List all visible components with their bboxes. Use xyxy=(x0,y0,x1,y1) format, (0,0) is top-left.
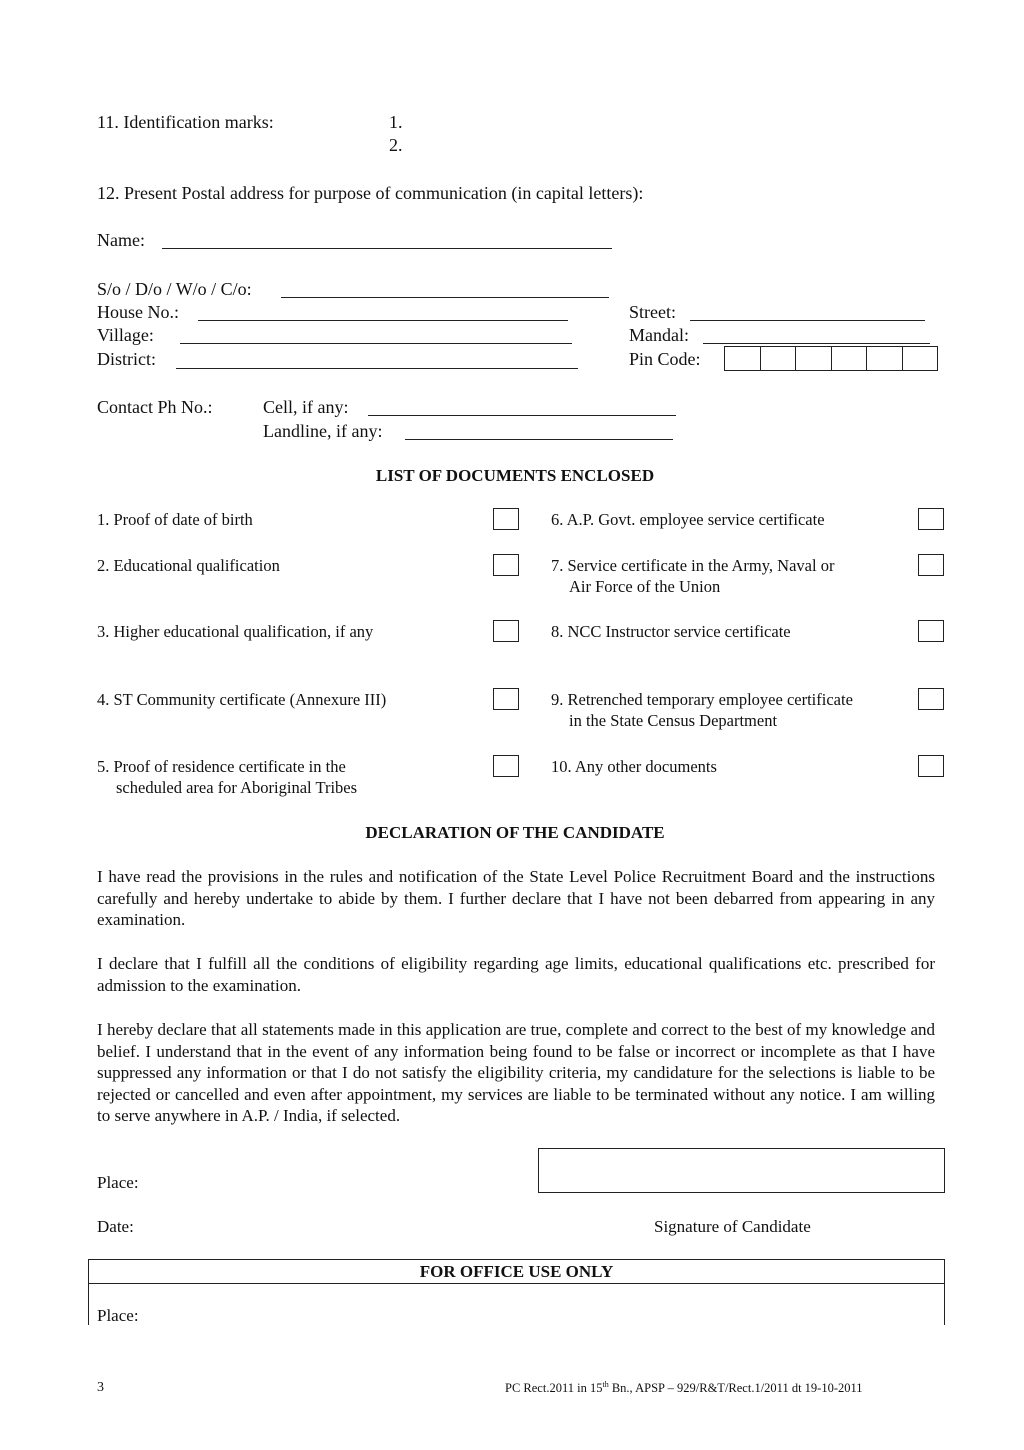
document-item: 6. A.P. Govt. employee service certificate xyxy=(551,510,825,529)
document-item: 4. ST Community certificate (Annexure III) xyxy=(97,690,387,709)
document-item-cont: scheduled area for Aboriginal Tribes xyxy=(116,778,358,797)
document-checkbox[interactable] xyxy=(493,755,519,777)
village-field[interactable] xyxy=(180,343,572,344)
page-number: 3 xyxy=(97,1380,104,1395)
document-item-cont: in the State Census Department xyxy=(569,711,778,730)
landline-label: Landline, if any: xyxy=(263,421,383,441)
pin-digit-box[interactable] xyxy=(724,346,761,371)
document-checkbox[interactable] xyxy=(918,620,944,642)
document-item: 1. Proof of date of birth xyxy=(97,510,253,529)
identification-marks-label: 11. Identification marks: xyxy=(97,112,274,132)
declaration-paragraph-3: I hereby declare that all statements made in this application are true, complete and correct to the best of my knowledge and belief. I understand that in the event of any information being found to be false or incorrect or incomplete as that I have suppressed any information or that I do not satisfy the eligibility criteria, my candidature for the selections is liable to be rejected or cancelled and even after appointment, my services are liable to be terminated without any notice. I am willing to serve anywhere in A.P. / India, if selected. xyxy=(97,1020,935,1126)
landline-field[interactable] xyxy=(405,439,673,440)
identification-mark-2: 2. xyxy=(389,135,403,155)
document-item: 9. Retrenched temporary employee certificate xyxy=(551,690,853,709)
document-item: 5. Proof of residence certificate in the xyxy=(97,757,346,776)
footer-ref-sup: th xyxy=(602,1380,609,1389)
document-checkbox[interactable] xyxy=(918,508,944,530)
pin-digit-box[interactable] xyxy=(902,346,939,371)
document-item: 10. Any other documents xyxy=(551,757,717,776)
pin-digit-box[interactable] xyxy=(760,346,797,371)
document-item-cont: Air Force of the Union xyxy=(569,577,721,596)
office-place-label: Place: xyxy=(97,1306,139,1325)
place-label: Place: xyxy=(97,1173,139,1192)
document-item: 7. Service certificate in the Army, Naval or xyxy=(551,556,835,575)
signature-box[interactable] xyxy=(538,1148,945,1193)
identification-mark-1: 1. xyxy=(389,112,403,132)
name-label: Name: xyxy=(97,230,145,250)
document-item: 2. Educational qualification xyxy=(97,556,280,575)
document-checkbox[interactable] xyxy=(493,508,519,530)
contact-label: Contact Ph No.: xyxy=(97,397,213,417)
house-no-label: House No.: xyxy=(97,302,179,322)
declaration-paragraph-1: I have read the provisions in the rules and notification of the State Level Police Recruitment Board and the instructions carefully and hereby undertake to abide by them. I further declare that I have not been debarred from appearing in any examination. xyxy=(97,867,935,930)
office-use-title: FOR OFFICE USE ONLY xyxy=(89,1260,944,1284)
mandal-label: Mandal: xyxy=(629,325,689,345)
district-label: District: xyxy=(97,349,156,369)
pin-digit-box[interactable] xyxy=(831,346,868,371)
footer-ref-part-b: Bn., APSP – 929/R&T/Rect.1/2011 dt 19-10-2011 xyxy=(608,1381,863,1396)
pin-digit-box[interactable] xyxy=(866,346,903,371)
document-checkbox[interactable] xyxy=(918,755,944,777)
document-checkbox[interactable] xyxy=(918,688,944,710)
document-checkbox[interactable] xyxy=(493,554,519,576)
district-field[interactable] xyxy=(176,368,578,369)
documents-title: LIST OF DOCUMENTS ENCLOSED xyxy=(375,466,655,485)
relation-field[interactable] xyxy=(281,297,609,298)
relation-label: S/o / D/o / W/o / C/o: xyxy=(97,279,252,299)
document-item: 8. NCC Instructor service certificate xyxy=(551,622,791,641)
office-use-box xyxy=(88,1259,945,1325)
name-field[interactable] xyxy=(162,248,612,249)
pin-code-boxes[interactable] xyxy=(724,346,938,371)
postal-address-heading: 12. Present Postal address for purpose of communication (in capital letters): xyxy=(97,183,644,203)
pin-digit-box[interactable] xyxy=(795,346,832,371)
street-field[interactable] xyxy=(690,320,925,321)
document-checkbox[interactable] xyxy=(918,554,944,576)
pin-code-label: Pin Code: xyxy=(629,349,701,369)
declaration-title: DECLARATION OF THE CANDIDATE xyxy=(365,823,665,842)
signature-label: Signature of Candidate xyxy=(654,1217,811,1236)
street-label: Street: xyxy=(629,302,676,322)
document-checkbox[interactable] xyxy=(493,688,519,710)
date-label: Date: xyxy=(97,1217,134,1236)
footer-ref-part-a: PC Rect.2011 in 15 xyxy=(505,1381,603,1396)
cell-field[interactable] xyxy=(368,415,676,416)
declaration-paragraph-2: I declare that I fulfill all the conditions of eligibility regarding age limits, educational qualifications etc. prescribed for admission to the examination. xyxy=(97,954,935,995)
document-checkbox[interactable] xyxy=(493,620,519,642)
village-label: Village: xyxy=(97,325,154,345)
house-no-field[interactable] xyxy=(198,320,568,321)
footer-reference xyxy=(505,1380,863,1396)
mandal-field[interactable] xyxy=(703,343,930,344)
document-item: 3. Higher educational qualification, if any xyxy=(97,622,374,641)
cell-label: Cell, if any: xyxy=(263,397,349,417)
